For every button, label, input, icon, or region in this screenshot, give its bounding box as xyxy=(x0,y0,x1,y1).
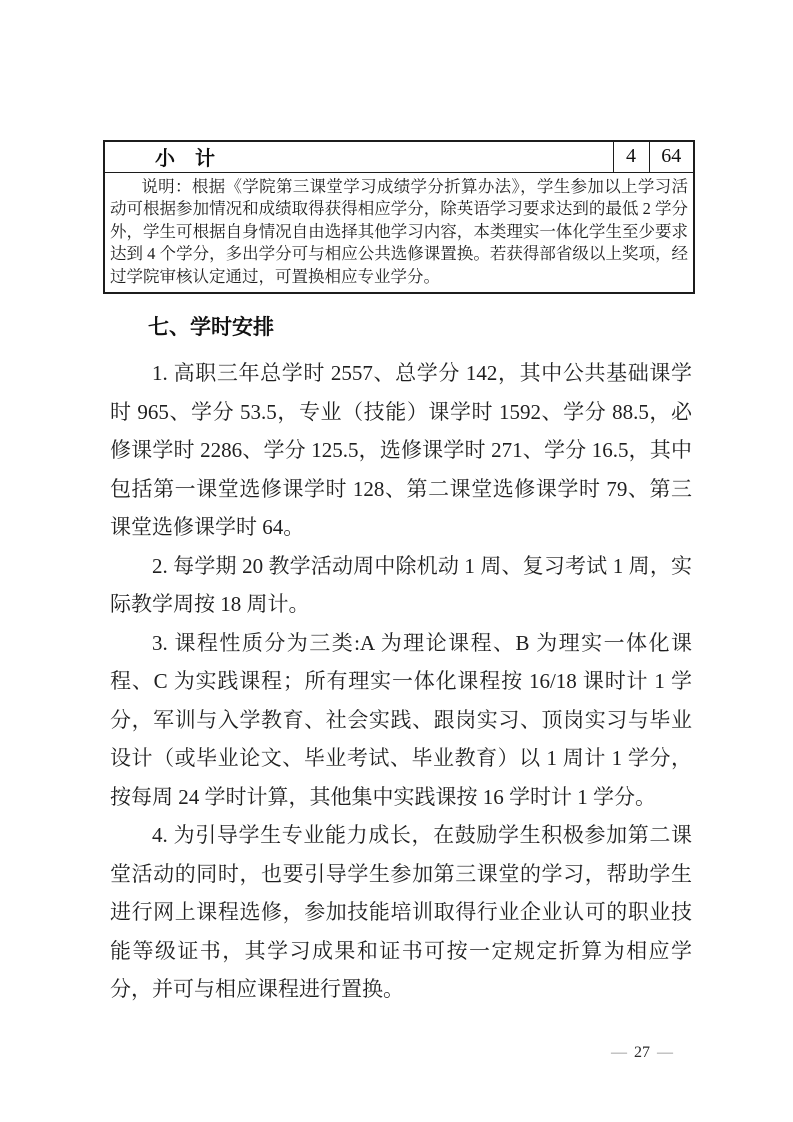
subtotal-row xyxy=(104,141,694,172)
section-heading: 七、学时安排 xyxy=(148,316,274,339)
subtotal-hours-value: 64 xyxy=(649,141,694,172)
page-number xyxy=(598,1044,686,1062)
subtotal-credits-value: 4 xyxy=(613,141,649,172)
section-body xyxy=(110,312,692,1009)
third-classroom-credits-table xyxy=(103,140,695,294)
paragraph-4: 4. 为引导学生专业能力成长，在鼓励学生积极参加第二课堂活动的同时，也要引导学生参加第三课堂的学习，帮助学生进行网上课程选修，参加技能培训取得行业企业认可的职业技能等级证书，其学习成果和证书可按一定规定折算为相应学分，并可与相应课程进行置换。 xyxy=(110,823,692,1001)
paragraph-3: 3. 课程性质分为三类:A 为理论课程、B 为理实一体化课程、C 为实践课程；所有理实一体化课程按 16/18 课时计 1 学分，军训与入学教育、社会实践、跟岗实习、顶岗实习与毕业设计（或毕业论文、毕业考试、毕业教育）以 1 周计 1 学分，按每周 24 学时计算，其他集中实践课按 16 学时计 1 学分。 xyxy=(110,630,692,809)
page-number-dash-left: — xyxy=(611,1044,627,1061)
page-number-value: 27 xyxy=(634,1044,650,1061)
subtotal-label: 小 计 xyxy=(104,141,613,172)
paragraph-2: 2. 每学期 20 教学活动周中除机动 1 周、复习考试 1 周，实际教学周按 18 周计。 xyxy=(110,553,692,616)
page-number-dash-right: — xyxy=(657,1044,673,1061)
paragraph-1: 1. 高职三年总学时 2557、总学分 142，其中公共基础课学时 965、学分 53.5，专业（技能）课学时 1592、学分 88.5，必修课学时 2286、学分 125.5，选修课学时 271、学分 16.5，其中包括第一课堂选修课学时 128、第二课堂选修课学时 79、第三课堂选修课学时 64。 xyxy=(110,361,692,539)
table-note-text: 说明：根据《学院第三课堂学习成绩学分折算办法》，学生参加以上学习活动可根据参加情况和成绩取得获得相应学分，除英语学习要求达到的最低 2 学分外，学生可根据自身情况自由选择其他学习内容，本类理实一体化学生至少要求达到 4 个学分，多出学分可与相应公共选修课置换。若获得部省级以上奖项，经过学院审核认定通过，可置换相应专业学分。 xyxy=(104,172,694,293)
note-row xyxy=(104,172,694,293)
